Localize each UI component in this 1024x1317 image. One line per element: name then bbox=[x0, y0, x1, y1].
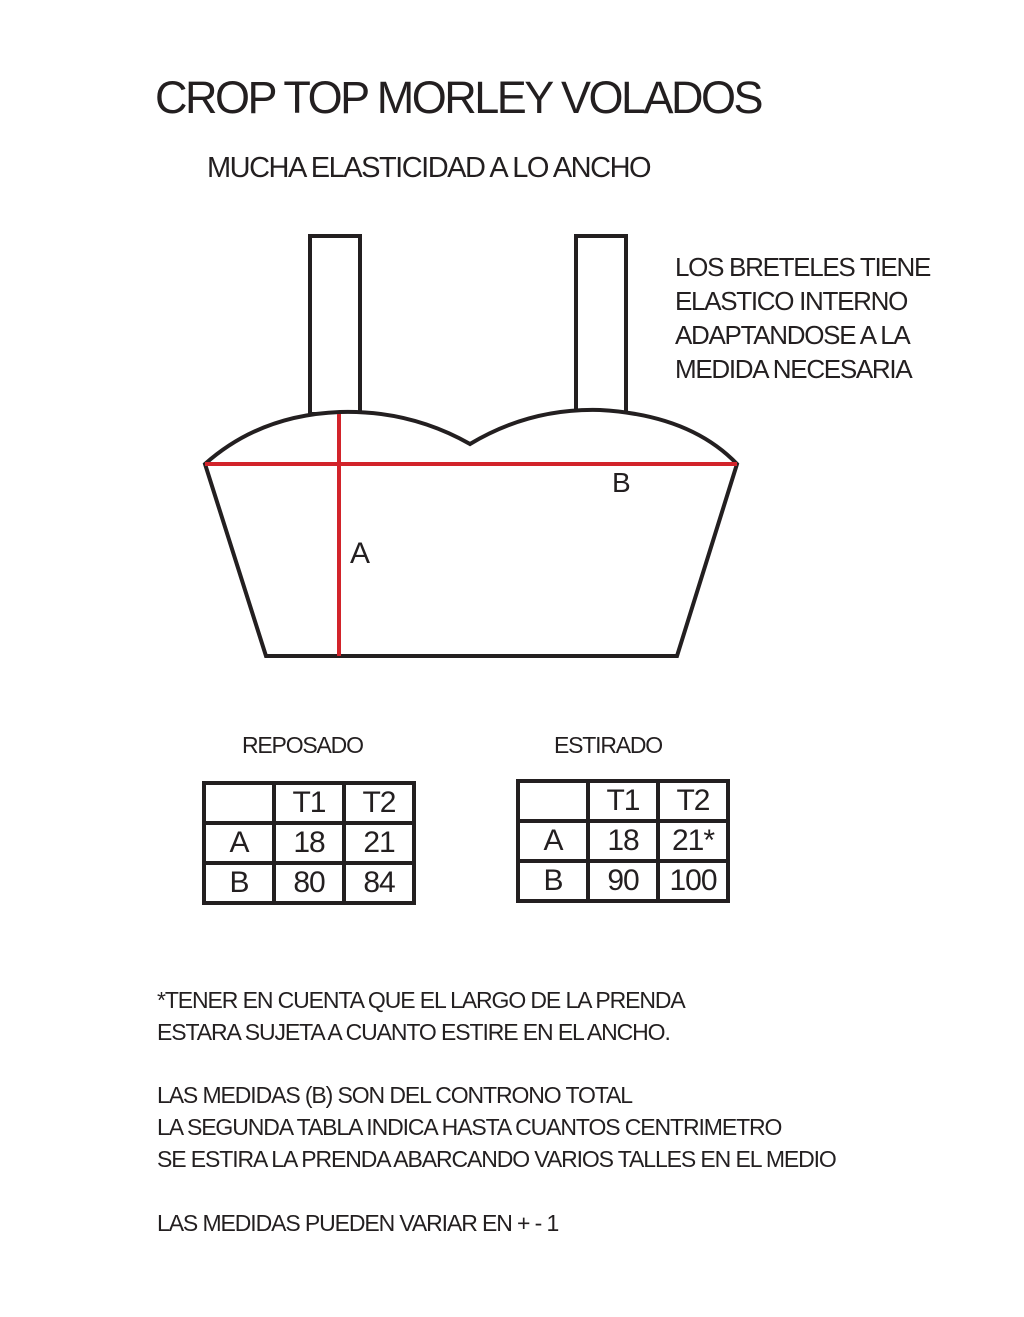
row-label-cell: B bbox=[518, 861, 588, 901]
table-row bbox=[204, 823, 414, 863]
row-label-cell: A bbox=[518, 821, 588, 861]
table-row bbox=[518, 861, 728, 901]
reposado-caption: REPOSADO bbox=[242, 732, 363, 758]
table-cell: 100 bbox=[658, 861, 728, 901]
table-cell bbox=[518, 781, 588, 821]
tolerance-note: LAS MEDIDAS PUEDEN VARIAR EN + - 1 bbox=[157, 1210, 559, 1236]
left-strap bbox=[310, 236, 360, 414]
table-cell bbox=[204, 783, 274, 823]
strap-note-line: ELASTICO INTERNO bbox=[675, 286, 908, 316]
table-cell: 80 bbox=[274, 863, 344, 903]
strap-note-line: LOS BRETELES TIENE bbox=[675, 252, 930, 282]
note-line: SE ESTIRA LA PRENDA ABARCANDO VARIOS TALLES EN EL MEDIO bbox=[157, 1146, 836, 1172]
estirado-caption: ESTIRADO bbox=[554, 732, 662, 758]
note-line: *TENER EN CUENTA QUE EL LARGO DE LA PRENDA bbox=[157, 987, 685, 1013]
page-subtitle: MUCHA ELASTICIDAD A LO ANCHO bbox=[207, 152, 651, 184]
table-header-cell: T2 bbox=[344, 783, 414, 823]
row-label-cell: A bbox=[204, 823, 274, 863]
garment-body bbox=[205, 410, 737, 656]
right-strap bbox=[576, 236, 626, 414]
table-cell: 18 bbox=[274, 823, 344, 863]
table-row bbox=[518, 821, 728, 861]
strap-note-line: ADAPTANDOSE A LA bbox=[675, 320, 910, 350]
table-cell: 18 bbox=[588, 821, 658, 861]
table-cell: 84 bbox=[344, 863, 414, 903]
estirado-table bbox=[516, 779, 730, 903]
note-line: LA SEGUNDA TABLA INDICA HASTA CUANTOS CENTRIMETRO bbox=[157, 1114, 782, 1140]
measures-note bbox=[157, 1079, 836, 1175]
table-cell: 21 bbox=[344, 823, 414, 863]
measure-label-b: B bbox=[612, 467, 631, 498]
table-header-row bbox=[518, 781, 728, 821]
note-line: ESTARA SUJETA A CUANTO ESTIRE EN EL ANCHO. bbox=[157, 1019, 670, 1045]
table-header-cell: T1 bbox=[274, 783, 344, 823]
table-cell: 21* bbox=[658, 821, 728, 861]
strap-note-line: MEDIDA NECESARIA bbox=[675, 354, 912, 384]
table-header-cell: T2 bbox=[658, 781, 728, 821]
row-label-cell: B bbox=[204, 863, 274, 903]
table-row bbox=[204, 863, 414, 903]
reposado-table bbox=[202, 781, 416, 905]
note-line: LAS MEDIDAS (B) SON DEL CONTRONO TOTAL bbox=[157, 1082, 632, 1108]
measure-label-a: A bbox=[350, 537, 371, 570]
asterisk-note bbox=[157, 984, 685, 1048]
table-cell: 90 bbox=[588, 861, 658, 901]
page-title: CROP TOP MORLEY VOLADOS bbox=[155, 72, 762, 123]
table-header-row bbox=[204, 783, 414, 823]
table-header-cell: T1 bbox=[588, 781, 658, 821]
